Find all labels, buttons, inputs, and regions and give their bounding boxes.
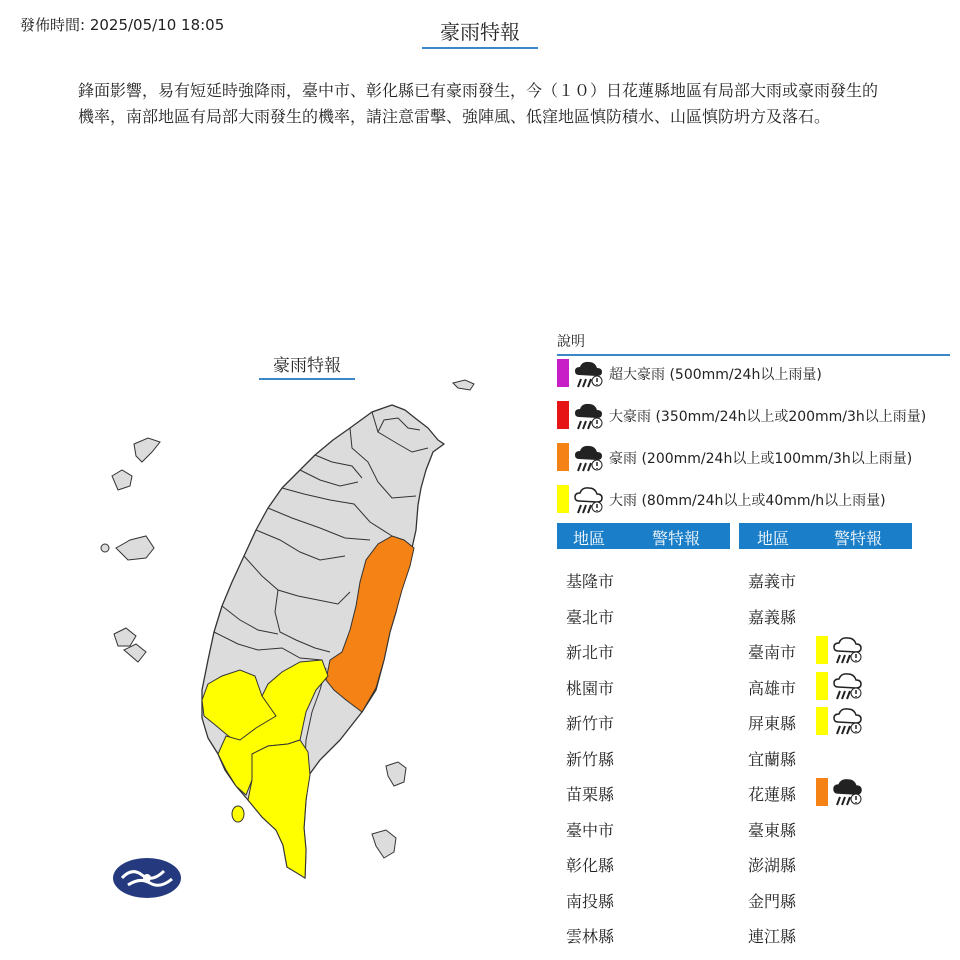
region-name: 金門縣 xyxy=(748,891,797,911)
page-title: 豪雨特報 xyxy=(422,16,538,49)
heavy-rain-icon xyxy=(573,443,605,473)
legend-swatch xyxy=(557,485,569,513)
legend-title: 說明 xyxy=(557,331,950,356)
warning-swatch xyxy=(816,672,828,700)
rain-icon xyxy=(832,671,864,701)
region-name: 南投縣 xyxy=(566,891,615,911)
warning-icon xyxy=(832,635,864,669)
warning-icon xyxy=(832,706,864,740)
rain-icon xyxy=(573,485,605,515)
region-name: 嘉義縣 xyxy=(748,607,797,627)
region-name: 高雄市 xyxy=(748,678,797,698)
region-name: 臺東縣 xyxy=(748,820,797,840)
region-name: 屏東縣 xyxy=(748,714,797,733)
header-region: 地區 xyxy=(757,529,790,548)
extremely-heavy-rain-icon xyxy=(573,401,605,431)
issue-time: 發佈時間: 2025/05/10 18:05 xyxy=(20,16,225,34)
cwa-logo xyxy=(112,857,182,899)
region-name: 新竹市 xyxy=(566,714,615,733)
legend-item-rain xyxy=(557,485,957,513)
legend-swatch xyxy=(557,443,569,471)
rain-icon xyxy=(832,635,864,665)
region-name: 新竹縣 xyxy=(566,749,615,769)
region-name: 臺北市 xyxy=(566,607,615,627)
map-title: 豪雨特報 xyxy=(259,351,355,380)
rain-icon xyxy=(832,706,864,736)
warning-swatch xyxy=(816,707,828,735)
table-header-left xyxy=(557,523,730,549)
region-name: 桃園市 xyxy=(566,678,615,698)
legend-swatch xyxy=(557,401,569,429)
region-name: 澎湖縣 xyxy=(748,856,797,875)
legend-label: 豪雨 (200mm/24h以上或100mm/3h以上雨量) xyxy=(609,451,913,467)
torrential-rain-icon xyxy=(573,359,605,389)
liuqiu-island xyxy=(232,806,244,822)
legend-label: 大雨 (80mm/24h以上或40mm/h以上雨量) xyxy=(609,493,886,509)
warning-icon xyxy=(832,671,864,705)
region-name: 基隆市 xyxy=(566,572,615,591)
warning-description: 鋒面影響，易有短延時強降雨，臺中市、彰化縣已有豪雨發生，今（１０）日花蓮縣地區有局部大雨或豪雨發生的機率，南部地區有局部大雨發生的機率，請注意雷擊、強陣風、低窪地區慎防積水、山區慎防坍方及落石。 xyxy=(78,81,879,126)
legend-swatch xyxy=(557,359,569,387)
warning-swatch xyxy=(816,636,828,664)
header-warning: 警特報 xyxy=(652,529,701,548)
region-name: 臺南市 xyxy=(748,643,797,662)
table-header-right xyxy=(739,523,912,549)
region-name: 連江縣 xyxy=(748,927,797,946)
region-name: 宜蘭縣 xyxy=(748,749,797,769)
warning-swatch xyxy=(816,778,828,806)
legend-item-heavy xyxy=(557,443,957,471)
legend-label: 大豪雨 (350mm/24h以上或200mm/3h以上雨量) xyxy=(609,409,927,425)
heavy-rain-icon xyxy=(832,777,864,807)
legend-item-extremely-heavy xyxy=(557,401,957,429)
region-name: 彰化縣 xyxy=(566,856,615,875)
header-region: 地區 xyxy=(573,529,606,548)
region-name: 苗栗縣 xyxy=(566,785,615,804)
region-name: 嘉義市 xyxy=(748,572,797,591)
legend-label: 超大豪雨 (500mm/24h以上雨量) xyxy=(609,367,822,383)
region-name: 雲林縣 xyxy=(566,927,615,946)
pingtung-county xyxy=(248,740,310,878)
region-name: 新北市 xyxy=(566,643,615,662)
region-name: 臺中市 xyxy=(566,820,615,840)
warning-icon xyxy=(832,777,864,811)
legend-item-torrential xyxy=(557,359,957,387)
header-warning: 警特報 xyxy=(834,529,883,548)
region-name: 花蓮縣 xyxy=(748,785,797,804)
